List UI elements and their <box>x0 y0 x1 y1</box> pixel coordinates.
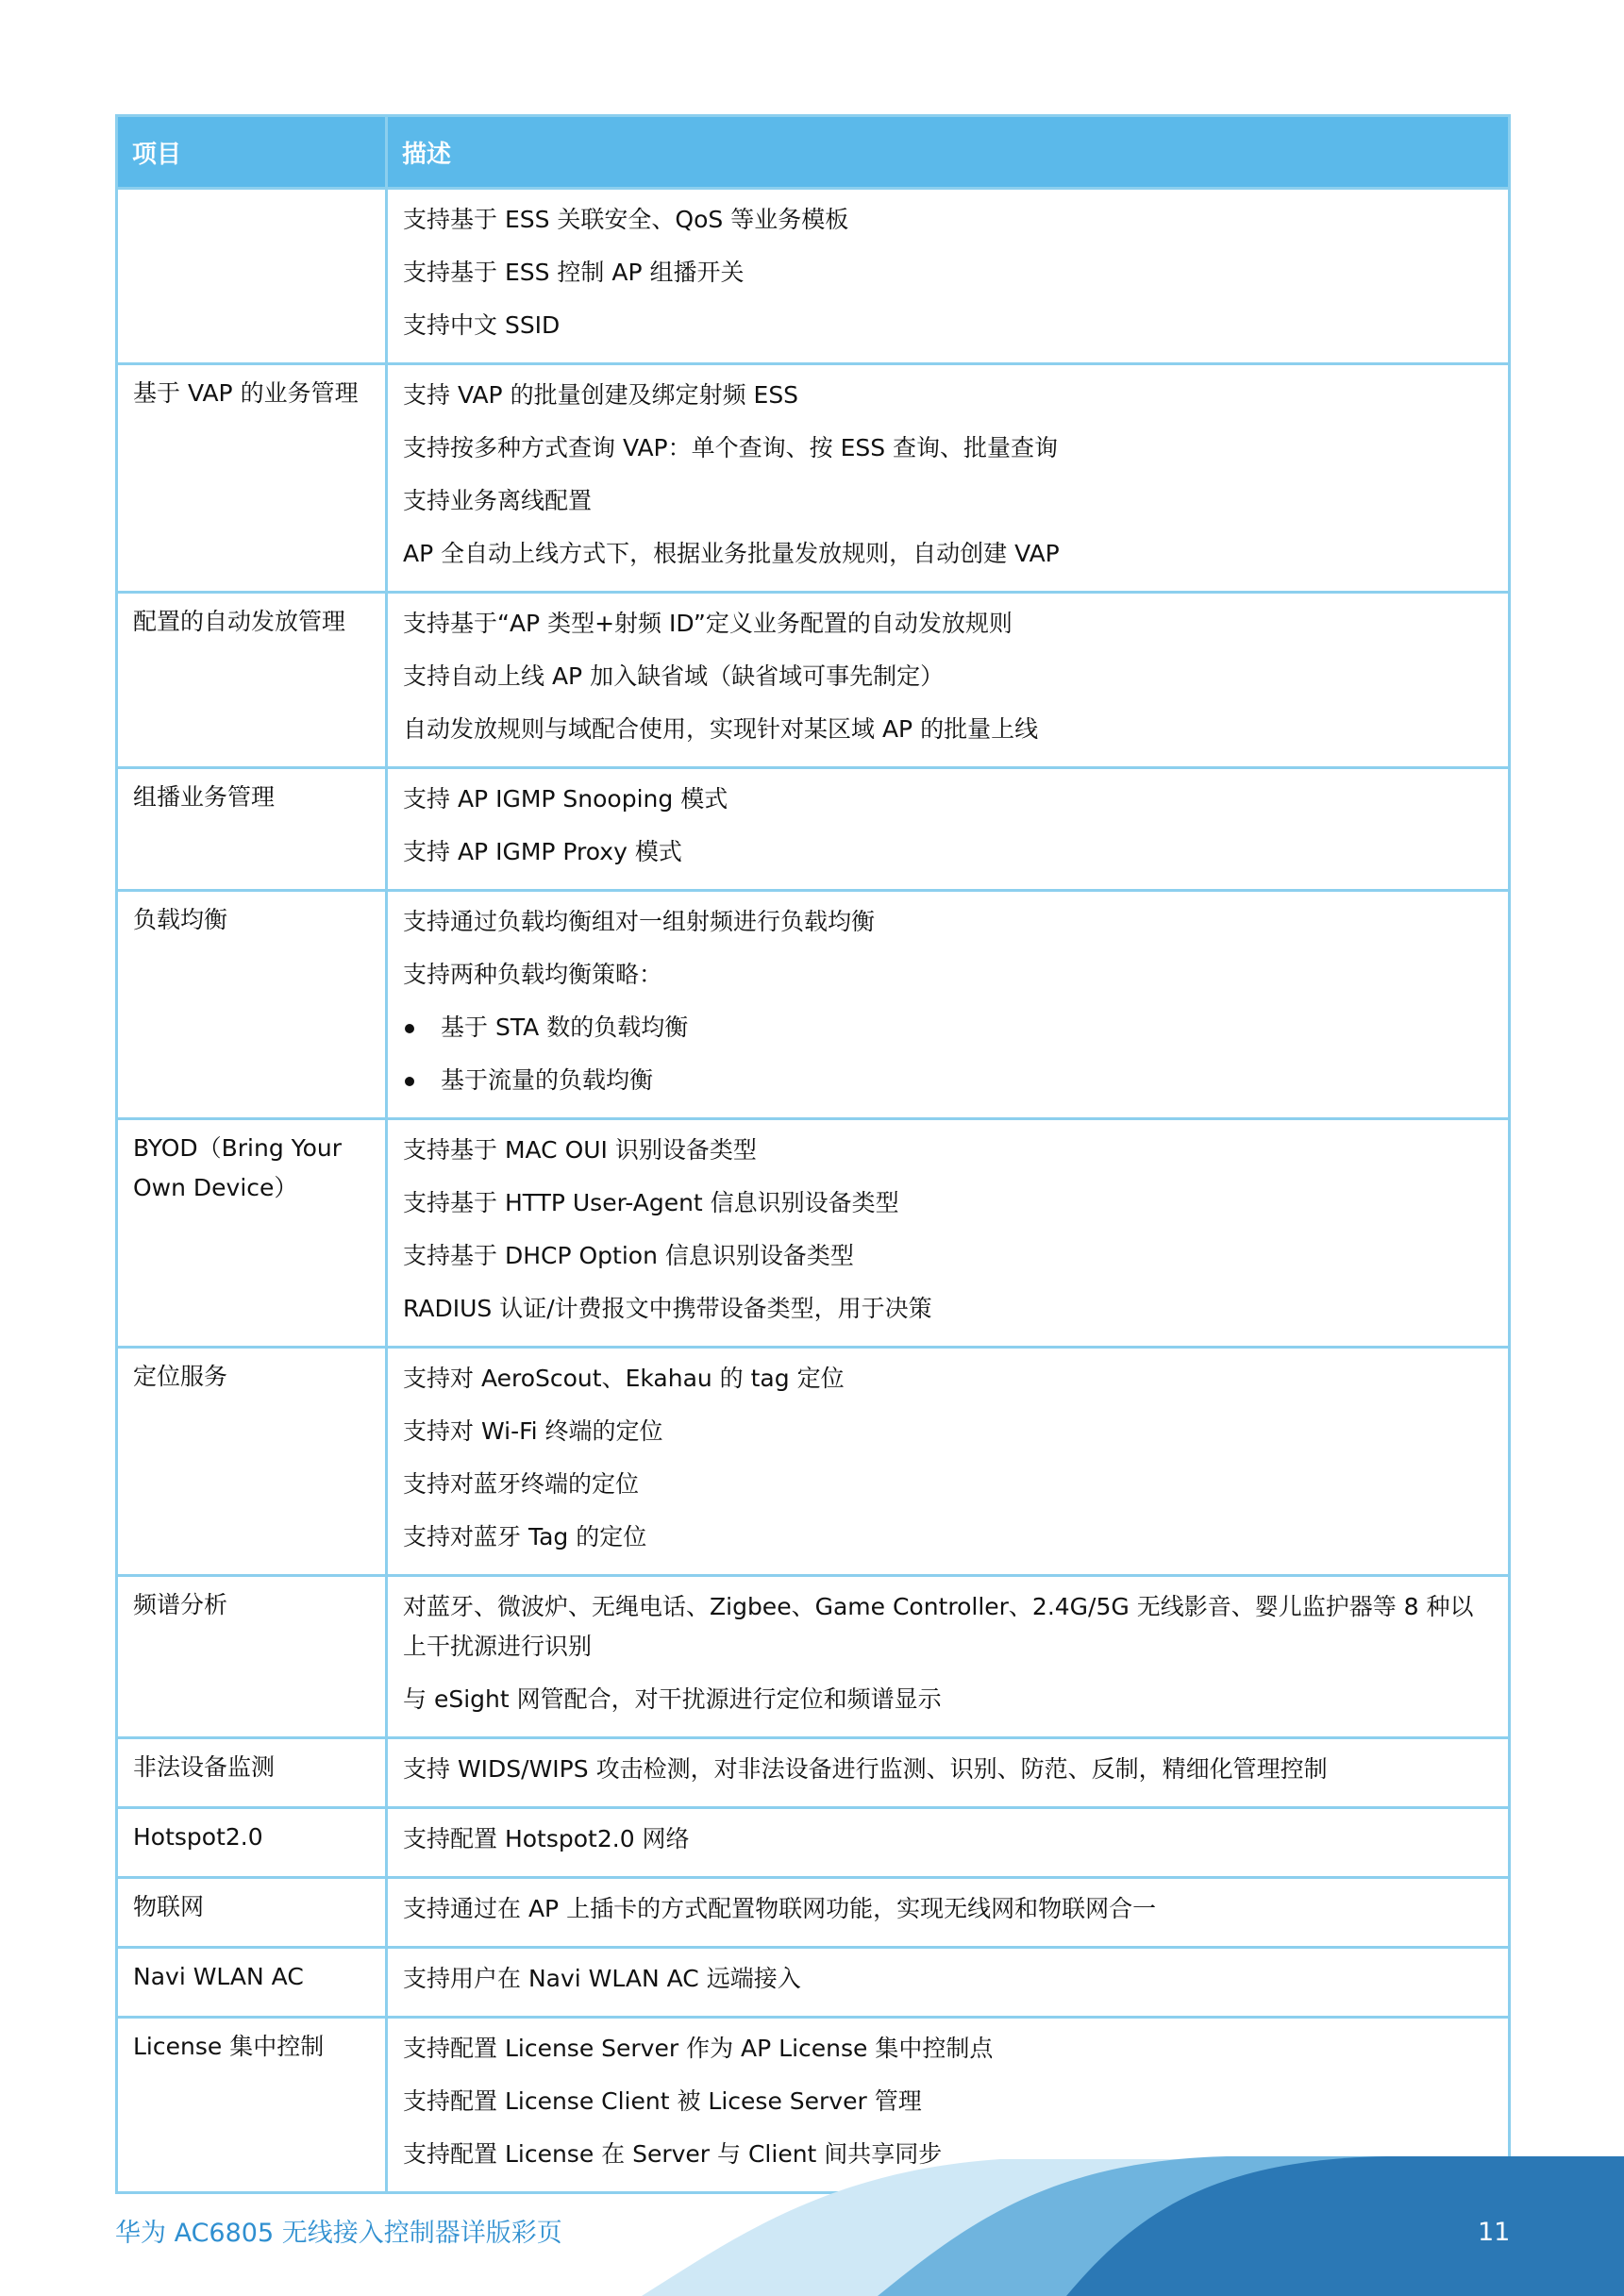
row-description <box>387 189 1510 364</box>
header-item: 项目 <box>117 116 387 189</box>
description-line: 与 eSight 网管配合，对干扰源进行定位和频谱显示 <box>403 1685 942 1713</box>
description-line: 支持配置 Hotspot2.0 网络 <box>403 1825 690 1852</box>
description-line: 支持配置 License Server 作为 AP License 集中控制点 <box>403 2035 994 2062</box>
row-description <box>387 593 1510 768</box>
description-line: 支持对蓝牙 Tag 的定位 <box>403 1523 647 1550</box>
description-line: 支持用户在 Navi WLAN AC 远端接入 <box>403 1965 801 1992</box>
description-line: 支持对 AeroScout、Ekahau 的 tag 定位 <box>403 1365 845 1392</box>
bullet-list <box>403 1001 1495 1107</box>
row-description <box>387 1348 1510 1576</box>
table-body <box>117 189 1510 2193</box>
table-row <box>117 1808 1510 1878</box>
row-item-label: License 集中控制 <box>117 2018 387 2193</box>
spec-table <box>115 114 1511 2194</box>
description-line: 支持对蓝牙终端的定位 <box>403 1470 640 1498</box>
row-description <box>387 891 1510 1119</box>
description-line: 支持配置 License 在 Server 与 Client 间共享同步 <box>403 2140 943 2168</box>
table-row <box>117 1948 1510 2018</box>
row-item-label: 非法设备监测 <box>117 1738 387 1808</box>
description-line: 支持基于 ESS 关联安全、QoS 等业务模板 <box>403 206 849 233</box>
description-line: 支持 AP IGMP Snooping 模式 <box>403 785 728 813</box>
description-line: 支持基于 HTTP User-Agent 信息识别设备类型 <box>403 1189 899 1216</box>
description-line: 支持基于 MAC OUI 识别设备类型 <box>403 1136 757 1164</box>
description-line: 支持通过在 AP 上插卡的方式配置物联网功能，实现无线网和物联网合一 <box>403 1895 1157 1922</box>
row-description <box>387 364 1510 593</box>
table-row <box>117 593 1510 768</box>
row-item-label: 负载均衡 <box>117 891 387 1119</box>
row-item-label: 基于 VAP 的业务管理 <box>117 364 387 593</box>
row-description <box>387 1738 1510 1808</box>
table-header-row <box>117 116 1510 189</box>
row-description <box>387 1878 1510 1948</box>
description-line: 支持基于“AP 类型+射频 ID”定义业务配置的自动发放规则 <box>403 610 1013 637</box>
row-item-label: 物联网 <box>117 1878 387 1948</box>
header-description: 描述 <box>387 116 1510 189</box>
description-line: 支持 VAP 的批量创建及绑定射频 ESS <box>403 381 799 409</box>
table-row <box>117 1348 1510 1576</box>
row-description <box>387 1808 1510 1878</box>
table-row <box>117 364 1510 593</box>
row-description <box>387 768 1510 891</box>
description-line: 支持两种负载均衡策略： <box>403 961 663 988</box>
description-line: 支持 AP IGMP Proxy 模式 <box>403 838 682 865</box>
table-row <box>117 1738 1510 1808</box>
row-item-label: Navi WLAN AC <box>117 1948 387 2018</box>
bullet-item: 基于流量的负载均衡 <box>403 1054 1495 1107</box>
description-line: 支持基于 DHCP Option 信息识别设备类型 <box>403 1242 854 1269</box>
table-row <box>117 1119 1510 1348</box>
description-line: 对蓝牙、微波炉、无绳电话、Zigbee、Game Controller、2.4G/5G 无线影音、婴儿监护器等 8 种以上干扰源进行识别 <box>403 1593 1474 1660</box>
bullet-item: 基于 STA 数的负载均衡 <box>403 1001 1495 1054</box>
description-line: RADIUS 认证/计费报文中携带设备类型，用于决策 <box>403 1295 932 1322</box>
description-line: 支持配置 License Client 被 Licese Server 管理 <box>403 2087 922 2115</box>
row-description <box>387 1119 1510 1348</box>
row-item-label: 配置的自动发放管理 <box>117 593 387 768</box>
row-description <box>387 1948 1510 2018</box>
table-row <box>117 1576 1510 1738</box>
table-row <box>117 768 1510 891</box>
row-description <box>387 1576 1510 1738</box>
description-line: 支持自动上线 AP 加入缺省域（缺省域可事先制定） <box>403 662 945 690</box>
row-item-label: 定位服务 <box>117 1348 387 1576</box>
footer-title: 华为 AC6805 无线接入控制器详版彩页 <box>115 2219 562 2248</box>
description-line: 支持通过负载均衡组对一组射频进行负载均衡 <box>403 908 876 935</box>
row-item-label: BYOD（Bring Your Own Device） <box>117 1119 387 1348</box>
row-item-label <box>117 189 387 364</box>
table-row <box>117 891 1510 1119</box>
table-row <box>117 1878 1510 1948</box>
description-line: 自动发放规则与域配合使用，实现针对某区域 AP 的批量上线 <box>403 715 1039 743</box>
description-line: 支持中文 SSID <box>403 311 561 339</box>
row-item-label: Hotspot2.0 <box>117 1808 387 1878</box>
description-line: 支持基于 ESS 控制 AP 组播开关 <box>403 259 745 286</box>
description-line: 支持按多种方式查询 VAP：单个查询、按 ESS 查询、批量查询 <box>403 434 1059 461</box>
row-item-label: 组播业务管理 <box>117 768 387 891</box>
description-line: 支持业务离线配置 <box>403 487 593 514</box>
row-item-label: 频谱分析 <box>117 1576 387 1738</box>
description-line: 支持 WIDS/WIPS 攻击检测，对非法设备进行监测、识别、防范、反制，精细化管理控制 <box>403 1755 1328 1783</box>
description-line: 支持对 Wi-Fi 终端的定位 <box>403 1417 663 1445</box>
page-number: 11 <box>1478 2218 1511 2247</box>
description-line: AP 全自动上线方式下，根据业务批量发放规则，自动创建 VAP <box>403 540 1060 567</box>
table-row <box>117 189 1510 364</box>
